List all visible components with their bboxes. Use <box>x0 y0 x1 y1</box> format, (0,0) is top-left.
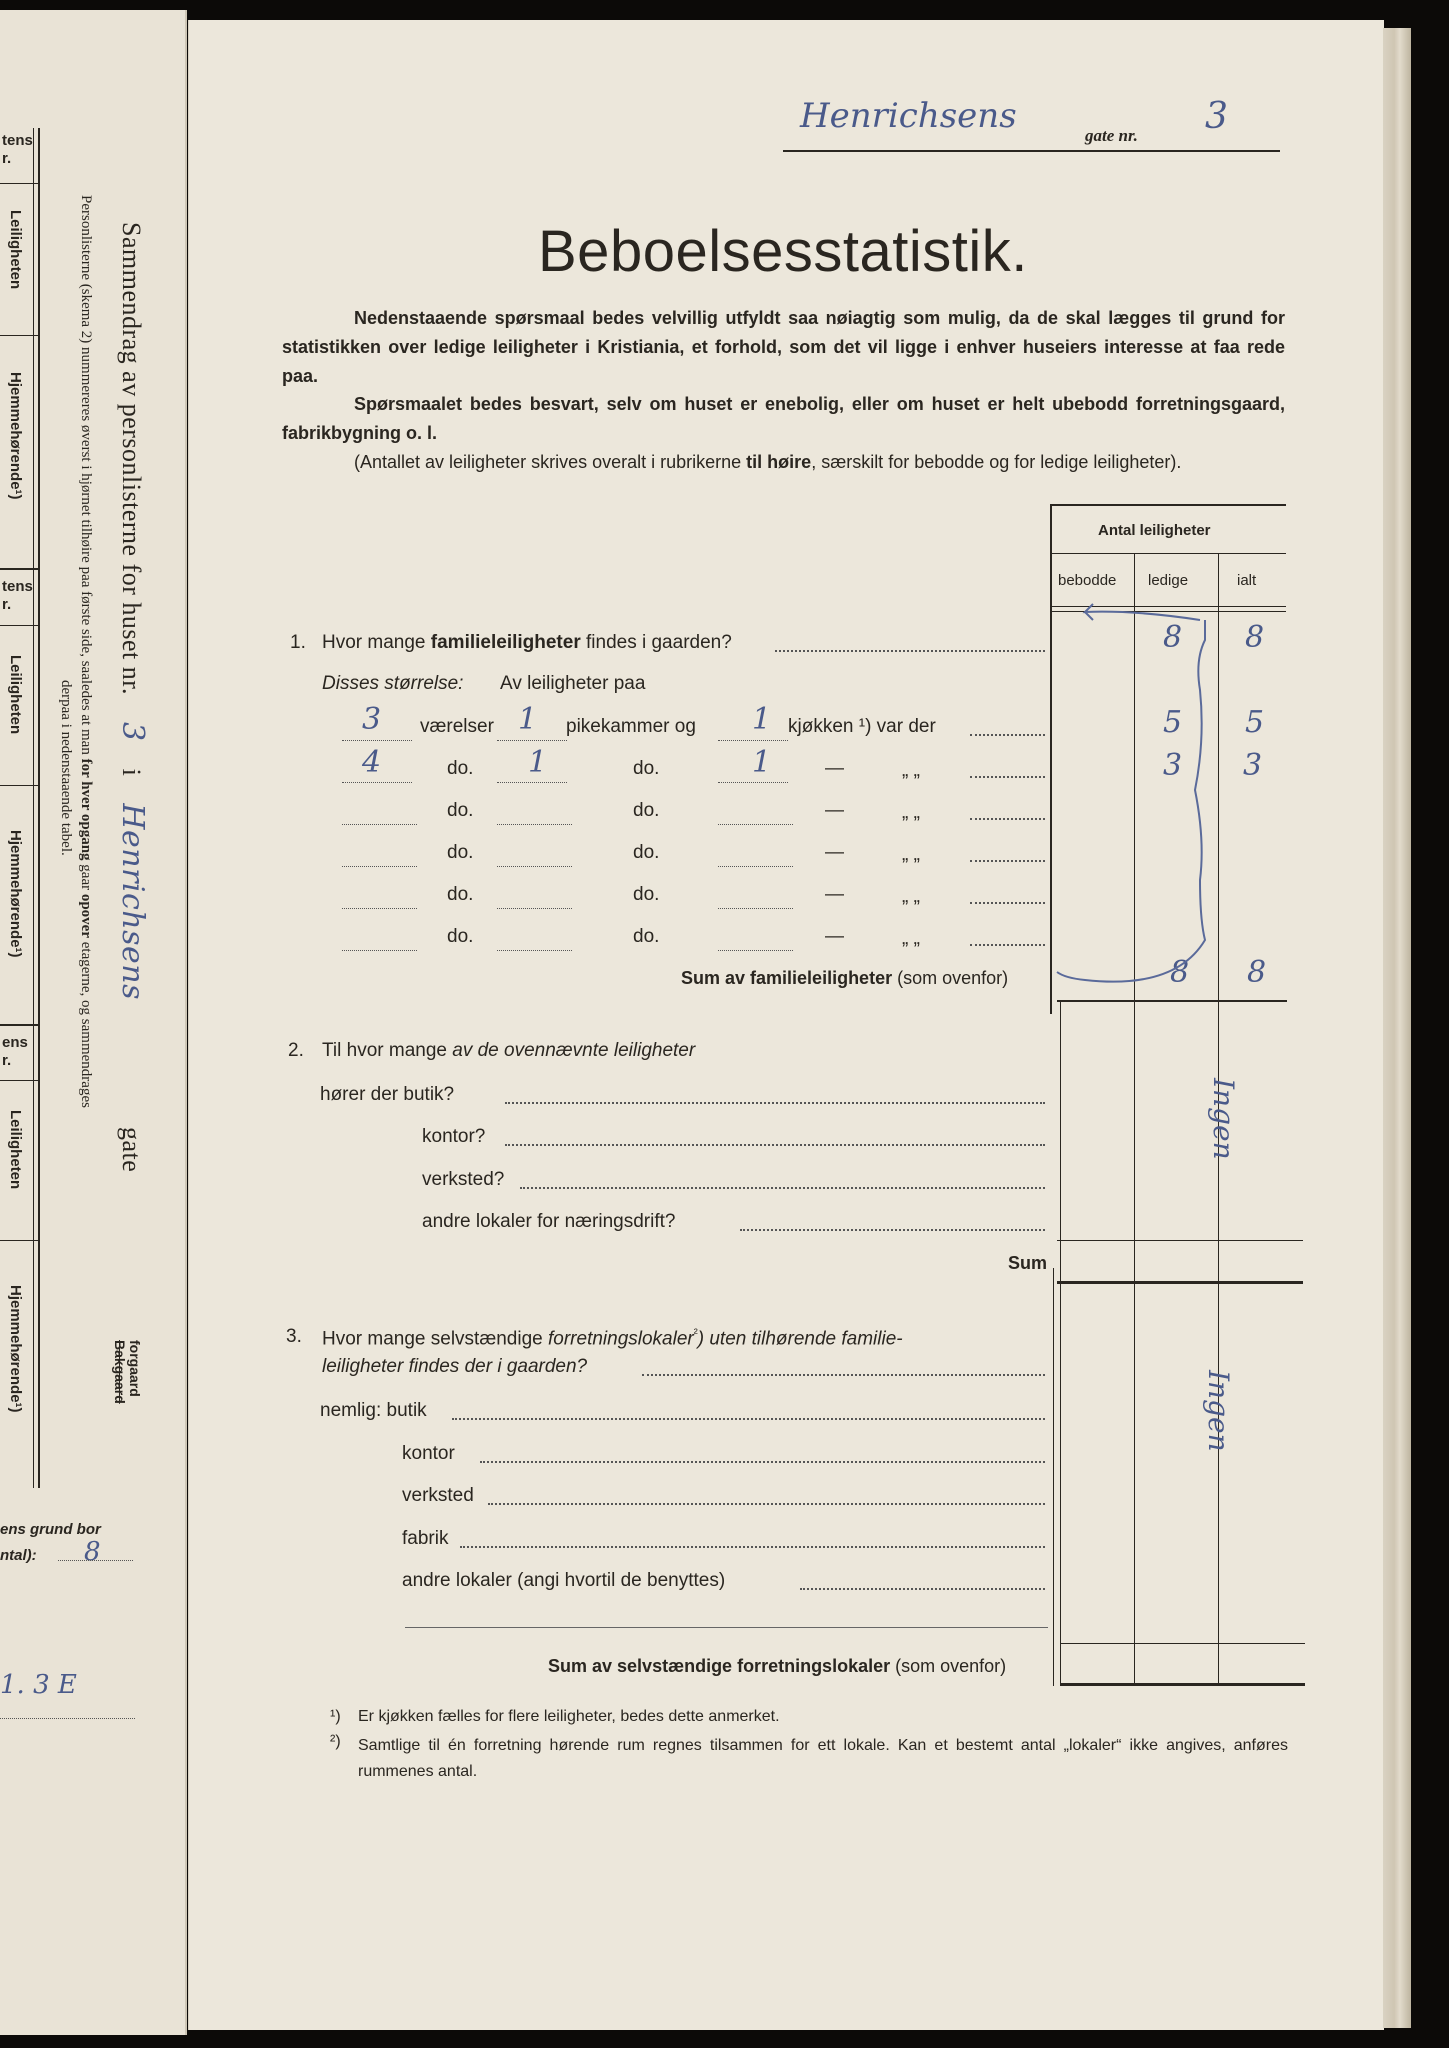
q1-row6-do1: do. <box>447 926 474 947</box>
left-col-r-3: r. <box>2 1052 12 1069</box>
q1-row5-do2: do. <box>633 884 660 905</box>
q1-text: Hvor mange familieleiligheter findes i gaarden? <box>322 632 732 653</box>
q3-kontor: kontor <box>402 1443 455 1464</box>
left-bottom-handwritten: 1. 3 E <box>0 1670 77 1700</box>
q3-handwritten-note: Ingen <box>1202 1370 1235 1452</box>
left-col-leiligheten-3: Leiligheten <box>7 1110 24 1190</box>
q2-butik: hører der butik? <box>320 1084 455 1105</box>
left-col-tens-1: tens <box>2 132 33 149</box>
left-col-r-1: r. <box>2 150 12 167</box>
left-col-hjemmehorende-3: Hjemmehørende¹) <box>7 1285 24 1413</box>
left-street-handwritten: Henrichsens <box>115 803 150 1000</box>
q1-sum-ialt: 8 <box>1247 955 1267 990</box>
page-edge <box>1383 28 1411 2028</box>
left-col-tens-3: ens <box>2 1034 28 1051</box>
q3-verksted: verksted <box>402 1485 474 1506</box>
left-instructions-2: derpaa i nedenstaaende tabel. <box>58 680 74 856</box>
q1-row2-ledige: 3 <box>1163 748 1183 783</box>
q1-row2-do2: do. <box>633 758 660 779</box>
table-header-bebodde: bebodde <box>1058 572 1117 589</box>
house-number-handwritten: 3 <box>1205 96 1228 137</box>
page-title: Beboelsesstatistik. <box>538 219 1028 284</box>
left-grund-line1: ens grund bor <box>0 1521 101 1538</box>
q1-sum-label: Sum av familieleiligheter (som ovenfor) <box>681 968 1009 988</box>
q3-fabrik: fabrik <box>402 1528 449 1549</box>
q2-kontor: kontor? <box>422 1126 486 1147</box>
intro-paragraph-2: Spørsmaalet bedes besvart, selv om huset er enebolig, eller om huset er helt ubebodd forretningsgaard, fabrikbygning o. l. <box>282 394 1285 443</box>
handwritten-bracket-mark <box>1055 600 1215 1000</box>
q1-row3-ditto: „ „ <box>902 802 920 823</box>
q1-row6-dash: — <box>825 926 844 947</box>
left-col-hjemmehorende-2: Hjemmehørende¹) <box>7 830 24 958</box>
q2-sum: Sum <box>1008 1253 1048 1273</box>
left-forgaard: forgaard <box>127 1340 143 1397</box>
q2-text: Til hvor mange av de ovennævnte leiligheter <box>322 1040 696 1061</box>
q1-row4-do2: do. <box>633 842 660 863</box>
q1-row4-dash: — <box>825 842 844 863</box>
table-header-group: Antal leiligheter <box>1098 522 1211 539</box>
q1-row6-do2: do. <box>633 926 660 947</box>
left-heading: Sammendrag av personlisterne for huset nr. 3 i Henrichsens gate <box>115 222 150 1173</box>
q1-row1-rooms: 3 <box>362 702 382 737</box>
left-grund-value: 8 <box>84 1537 101 1567</box>
q1-row5-ditto: „ „ <box>902 886 920 907</box>
q1-ledige-value: 8 <box>1163 620 1183 655</box>
intro-paragraph-3: (Antallet av leiligheter skrives overalt i rubrikerne til høire, særskilt for bebodde og for ledige leiligheter). <box>354 452 1182 472</box>
q1-row1-pikekammer: pikekammer og <box>566 716 696 737</box>
q1-row3-dash: — <box>825 800 844 821</box>
q3-text: Hvor mange selvstændige forretningslokaler$^{^2}$) uten tilhørende familie- <box>322 1326 903 1350</box>
q2-number: 2. <box>288 1040 304 1061</box>
street-name-handwritten: Henrichsens <box>800 96 1017 136</box>
left-col-leiligheten-1: Leiligheten <box>7 210 24 290</box>
q1-row3-do1: do. <box>447 800 474 821</box>
q1-row1-pike: 1 <box>518 702 538 737</box>
footnote-2: Samtlige til én forretning hørende rum regnes tilsammen for ett lokale. Kan et bestemt antal „lokaler“ ikke angives, anføres rummenes antal. <box>358 1737 1288 1780</box>
q1-row1-kjokken-label: kjøkken ¹) var der <box>788 716 936 737</box>
left-grund-line2: ntal): <box>0 1547 37 1564</box>
q1-ialt-value: 8 <box>1245 620 1265 655</box>
q1-row2-ditto: „ „ <box>902 760 920 781</box>
q1-row2-kjokken: 1 <box>752 745 772 780</box>
q1-sizes-label: Disses størrelse: <box>322 673 464 694</box>
q1-row2-do1: do. <box>447 758 474 779</box>
q1-number: 1. <box>290 632 306 653</box>
q1-row2-pike: 1 <box>528 745 548 780</box>
q3-andre: andre lokaler (angi hvortil de benyttes) <box>402 1570 726 1591</box>
q1-row6-ditto: „ „ <box>902 928 920 949</box>
q1-row4-ditto: „ „ <box>902 844 920 865</box>
q1-sum-ledige: 8 <box>1170 955 1190 990</box>
left-house-nr: 3 <box>115 722 150 742</box>
q1-row5-do1: do. <box>447 884 474 905</box>
footnote-1-mark: ¹) <box>330 1708 341 1725</box>
intro-paragraph-1: Nedenstaaende spørsmaal bedes velvillig utfyldt saa nøiagtig som mulig, da de skal lægges til grund for statistikken over ledige leiligheter i Kristiania, et forhold, som det vil ligge i enhver huseiers interesse at faa rede paa. <box>282 308 1285 386</box>
table-header-ledige: ledige <box>1148 572 1189 589</box>
left-col-leiligheten-2: Leiligheten <box>7 655 24 735</box>
q2-verksted: verksted? <box>422 1169 505 1190</box>
q1-row2-rooms: 4 <box>362 745 382 780</box>
q1-row5-dash: — <box>825 884 844 905</box>
left-col-tens-2: tens <box>2 578 33 595</box>
left-col-hjemmehorende-1: Hjemmehørende¹) <box>7 372 24 500</box>
q1-row1-kjokken: 1 <box>752 702 772 737</box>
q1-row1-ialt: 5 <box>1245 705 1265 740</box>
q1-row4-do1: do. <box>447 842 474 863</box>
left-instructions-1: Personlisterne (skema 2) nummereres øverst i hjørnet tilhøire paa første side, saaledes at man for hver opgang gaar opover etagerne, og sammendrages <box>78 195 94 1108</box>
q2-andre: andre lokaler for næringsdrift? <box>422 1211 676 1232</box>
q3-text-line2: leiligheter findes der i gaarden? <box>322 1356 588 1377</box>
table-header-ialt: ialt <box>1237 572 1257 589</box>
q3-nemlig-butik: nemlig: butik <box>320 1400 427 1421</box>
left-col-r-2: r. <box>2 596 12 613</box>
gate-nr-label: gate nr. <box>1085 126 1138 145</box>
q1-row2-ialt: 3 <box>1243 748 1263 783</box>
q3-number: 3. <box>286 1326 302 1347</box>
q1-row1-vaerelser: værelser <box>420 716 494 737</box>
q1-row2-dash: — <box>825 758 844 779</box>
q3-sum-label: Sum av selvstændige forretningslokaler (som ovenfor) <box>548 1656 1007 1676</box>
footnote-1: Er kjøkken fælles for flere leiligheter, bedes dette anmerket. <box>358 1708 780 1725</box>
q1-row3-do2: do. <box>633 800 660 821</box>
q2-handwritten-note: Ingen <box>1207 1078 1240 1160</box>
q1-sizes-text: Av leiligheter paa <box>500 673 646 694</box>
q1-row1-ledige: 5 <box>1163 705 1183 740</box>
footnote-2-mark: ²) <box>330 1733 341 1750</box>
left-bakgaard: Bakgaard <box>112 1340 128 1404</box>
